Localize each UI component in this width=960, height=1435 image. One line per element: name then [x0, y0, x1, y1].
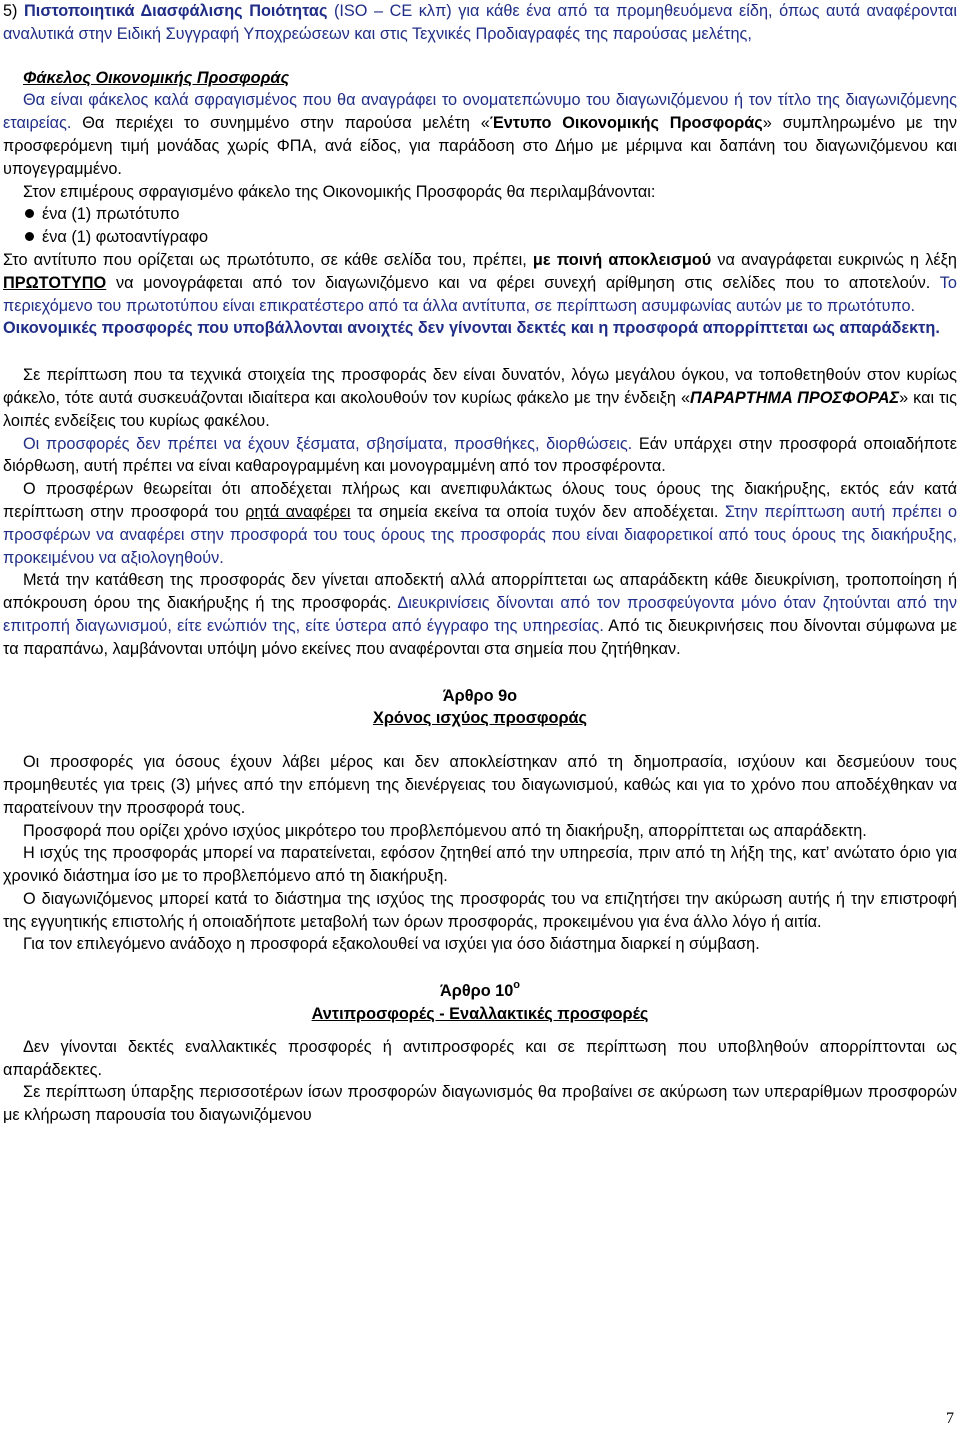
bullet-dot-icon — [25, 232, 34, 241]
general-paragraph-4: Μετά την κατάθεση της προσφοράς δεν γίνεται αποδεκτή αλλά απορρίπτεται ως απαράδεκτη κάθε διευκρίνιση, τροποποίηση ή απόκρουση όρου της διακήρυξης ή της προσφοράς. Διευκρινίσεις δίνονται από τον προσφεύγοντα μόνο όταν ζητούνται από την επιτροπή διαγωνισμού, είτε ενώπιόν της, είτε ύστερα από έγγραφο της υπηρεσίας. Από τις διευκρινήσεις που δίνονται σύμφωνα με τα παραπάνω, λαμβάνονται υπόψη μόνο εκείνες που αναφέρονται στα σημεία που ζητήθηκαν. — [3, 571, 958, 658]
financial-paragraph-3: Στο αντίτυπο που ορίζεται ως πρωτότυπο, σε κάθε σελίδα του, πρέπει, με ποινή αποκλεισμού να αναγράφεται ευκρινώς η λέξη ΠΡΩΤΟΤΥΠΟ να μονογράφεται από τον διαγωνιζόμενο και να φέρει συνεχή αρίθμηση στις σελίδες που το αποτελούν. Το περιεχόμενο του πρωτοτύπου είναι επικρατέστερο από τα άλλα αντίτυπα, σε περίπτωση ασυμφωνίας αυτών με το πρωτότυπο. — [3, 250, 957, 315]
article-9-paragraph-5: Για τον επιλεγόμενο ανάδοχο η προσφορά εξακολουθεί να ισχύει για όσο διάστημα διαρκεί η σύμβαση. — [23, 935, 760, 954]
bullet-dot-icon — [25, 209, 34, 218]
item-number: 5) — [3, 2, 25, 20]
article-10-paragraph-2: Σε περίπτωση ύπαρξης περισσοτέρων ίσων προσφορών διαγωνισμός θα προβαίνει σε ακύρωση των υπεραρίθμων προσφορών με κλήρωση παρουσία του διαγωνιζόμενου — [3, 1083, 957, 1125]
article-9-paragraph-2: Προσφορά που ορίζει χρόνο ισχύος μικρότερο του προβλεπόμενου από τη διακήρυξη, απορρίπτεται ως απαράδεκτη. — [23, 821, 867, 840]
financial-paragraph-4: Οικονομικές προσφορές που υποβάλλονται ανοιχτές δεν γίνονται δεκτές και η προσφορά απορρίπτεται ως απαράδεκτη. — [3, 319, 940, 338]
item-5-title: Πιστοποιητικά Διασφάλισης Ποιότητας — [24, 2, 328, 20]
financial-paragraph-2: Στον επιμέρους σφραγισμένο φάκελο της Οικονομικής Προσφοράς θα περιλαμβάνονται: — [23, 182, 656, 201]
general-paragraph-2: Οι προσφορές δεν πρέπει να έχουν ξέσματα, σβησίματα, προσθήκες, διορθώσεις. Εάν υπάρχει στην προσφορά οποιαδήποτε διόρθωση, αυτή πρέπει να είναι καθαρογραμμένη και μονογραμμένη από τον προσφέροντα. — [3, 434, 957, 476]
item-5 — [3, 0, 957, 46]
financial-heading: Φάκελος Οικονομικής Προσφοράς — [23, 68, 290, 87]
article-10-paragraph-1: Δεν γίνονται δεκτές εναλλακτικές προσφορές ή αντιπροσφορές και σε περίπτωση που υποβληθούν απορρίπτονται ως απαράδεκτες. — [3, 1037, 957, 1079]
article-9-title: Χρόνος ισχύος προσφοράς — [372, 709, 588, 728]
item-5-text: (ISO – CE κλπ) για κάθε ένα από τα προμηθευόμενα είδη, όπως αυτά αναφέρονται αναλυτικά στην Ειδική Συγγραφή Υποχρεώσεων και στις Τεχνικές Προδιαγραφές της παρούσας μελέτης, — [3, 2, 957, 43]
general-paragraph-1: Σε περίπτωση που τα τεχνικά στοιχεία της προσφοράς δεν είναι δυνατόν, λόγω μεγάλου όγκου, να τοποθετηθούν στον κυρίως φάκελο, τότε αυτά συσκευάζονται ιδιαίτερα και ακολουθούν τον κυρίως φάκελο με την ένδειξη «ΠΑΡΑΡΤΗΜΑ ΠΡΟΣΦΟΡΑΣ» και τις λοιπές ενδείξεις του κυρίως φακέλου. — [3, 366, 958, 430]
bullet-item: ένα (1) πρωτότυπο — [3, 203, 957, 226]
article-10-number: Άρθρο $10^o$ — [439, 979, 521, 1001]
general-paragraph-3: Ο προσφέρων θεωρείται ότι αποδέχεται πλήρως και ανεπιφυλάκτως όλους τους όρους της διακήρυξης, εκτός εάν κατά περίπτωση στην προσφορά του ρητά αναφέρει τα σημεία εκείνα τα οποία τυχόν δεν αποδέχεται. Στην περίπτωση αυτή πρέπει ο προσφέρων να αναφέρει στην προσφορά του τους όρους της προσφοράς που είναι διαφορετικοί από τους όρους της διακήρυξης, προκειμένου να αξιολογηθούν. — [3, 480, 957, 567]
page-number: 7 — [946, 1410, 954, 1427]
article-9-paragraph-3: Η ισχύς της προσφοράς μπορεί να παρατείνεται, εφόσον ζητηθεί από την υπηρεσία, πριν από τη λήξη της, κατ’ ανώτατο όριο για χρονικό διάστημα ίσο με το προβλεπόμενο από τη διακήρυξη. — [3, 844, 957, 886]
article-9-number: Άρθρο 9ο — [442, 686, 518, 705]
article-10-title: Αντιπροσφορές - Εναλλακτικές προσφορές — [311, 1005, 649, 1024]
bullet-item: ένα (1) φωτοαντίγραφο — [3, 226, 957, 249]
financial-paragraph-1: Θα είναι φάκελος καλά σφραγισμένος που θα αναγράφει το ονοματεπώνυμο του διαγωνιζόμενου ή τον τίτλο της διαγωνιζόμενης εταιρείας. Θα περιέχει το συνημμένο στην παρούσα μελέτη «Έντυπο Οικονομικής Προσφοράς» συμπληρωμένο με την προσφερόμενη τιμή μονάδας χωρίς ΦΠΑ, ανά είδος, για παράδοση στο Δήμο με μέριμνα και δαπάνη του διαγωνιζόμενου και υπογεγραμμένο. — [3, 91, 958, 178]
document-page — [3, 0, 957, 1127]
article-9-paragraph-4: Ο διαγωνιζόμενος μπορεί κατά το διάστημα της ισχύος της προσφοράς του να επιζητήσει την ακύρωση αυτής ή την επιστροφή της εγγυητικής επιστολής ή οποιαδήποτε μεταβολή των όρων προσφοράς, προκειμένου για ένα άλλο λόγο ή αιτία. — [3, 889, 957, 931]
article-9-paragraph-1: Οι προσφορές για όσους έχουν λάβει μέρος και δεν αποκλείστηκαν από τη δημοπρασία, ισχύουν και δεσμεύουν τους προμηθευτές για τρεις (3) μήνες από την επόμενη της διενέργειας του διαγωνισμού, καθώς και για το χρόνο που αποδέχθηκαν να παρατείνουν την προσφορά τους. — [3, 753, 957, 817]
